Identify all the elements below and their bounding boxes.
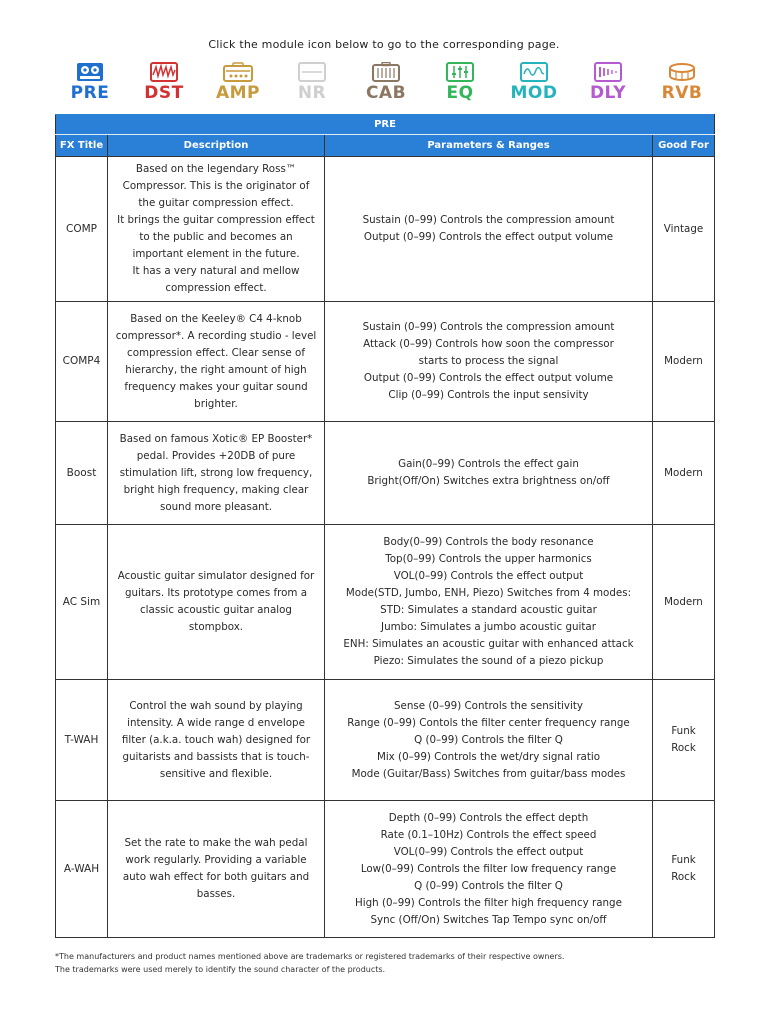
rvb-icon — [668, 62, 696, 82]
description-line: Set the rate to make the wah pedal — [124, 837, 308, 849]
fx-good-for — [653, 422, 715, 525]
fx-title: A-WAH — [56, 801, 108, 938]
param-line: Rate (0.1–10Hz) Controls the effect speed — [380, 828, 597, 841]
fx-good-for — [653, 801, 715, 938]
table-row — [56, 302, 715, 422]
description-line: frequency makes your guitar sound — [124, 380, 308, 393]
fx-description — [108, 157, 325, 302]
good-for-line: Rock — [671, 871, 696, 883]
section-header-row — [56, 115, 715, 135]
description-line: Based on the legendary Ross™ — [135, 163, 297, 175]
table-row — [56, 157, 715, 302]
module-dst-link[interactable] — [126, 62, 202, 102]
fx-good-for — [653, 302, 715, 422]
param-line: Piezo: Simulates the sound of a piezo pickup — [373, 655, 604, 667]
fx-description — [108, 422, 325, 525]
good-for-line: Funk — [671, 854, 696, 866]
fx-good-for — [653, 157, 715, 302]
param-line: VOL(0–99) Controls the effect output — [393, 570, 584, 582]
amp-icon — [223, 62, 253, 82]
fx-params — [325, 422, 653, 525]
cab-icon — [372, 62, 400, 82]
header-fx-title: FX Title — [56, 135, 108, 157]
param-line: Mode (Guitar/Bass) Switches from guitar/bass modes — [351, 767, 626, 780]
good-for-line: Modern — [664, 595, 703, 608]
table-row — [56, 801, 715, 938]
nr-icon — [298, 62, 326, 82]
dly-icon — [594, 62, 622, 82]
description-line: compression effect. Clear sense of — [127, 346, 305, 359]
good-for-line: Vintage — [663, 222, 704, 235]
description-line: intensity. A wide range d envelope — [127, 716, 305, 729]
pre-icon — [76, 62, 104, 82]
module-amp-link[interactable] — [200, 62, 276, 102]
description-line: stimulation lift, strong low frequency, — [119, 466, 313, 479]
column-header-row — [56, 135, 715, 157]
param-line: Clip (0–99) Controls the input sensivity — [388, 389, 589, 401]
module-pre-link[interactable] — [52, 62, 128, 102]
fx-params — [325, 157, 653, 302]
module-eq-link[interactable] — [422, 62, 498, 102]
module-mod-label: MOD — [510, 83, 558, 103]
fx-title: AC Sim — [56, 525, 108, 680]
good-for-line: Modern — [664, 355, 703, 367]
description-line: bright high frequency, making clear — [123, 483, 309, 496]
module-rvb-label: RVB — [661, 83, 703, 103]
fx-good-for — [653, 525, 715, 680]
module-dst-label: DST — [144, 83, 184, 103]
param-line: ENH: Simulates an acoustic guitar with enhanced attack — [343, 638, 634, 650]
description-line: filter (a.k.a. touch wah) designed for — [121, 733, 311, 746]
fx-description — [108, 801, 325, 938]
eq-icon — [446, 62, 474, 82]
good-for-line: Rock — [671, 742, 696, 754]
description-line: stompbox. — [188, 621, 244, 633]
module-mod-link[interactable] — [496, 62, 572, 102]
fx-title: COMP — [56, 157, 108, 302]
fx-params — [325, 302, 653, 422]
good-for-line: Funk — [671, 725, 696, 737]
param-line: Sustain (0–99) Controls the compression amount — [362, 214, 615, 226]
footnote-line: The trademarks were used merely to identify the sound character of the products. — [55, 965, 386, 974]
module-dly-label: DLY — [589, 83, 627, 103]
description-line: guitarists and bassists that is touch- — [122, 750, 310, 763]
fx-description — [108, 680, 325, 801]
fx-title: COMP4 — [56, 302, 108, 422]
footnote — [55, 950, 564, 976]
param-line: Body(0–99) Controls the body resonance — [383, 536, 594, 548]
param-line: Sustain (0–99) Controls the compression amount — [362, 321, 615, 333]
param-line: Output (0–99) Controls the effect output volume — [363, 372, 614, 384]
fx-description — [108, 525, 325, 680]
description-line: auto wah effect for both guitars and — [122, 871, 310, 883]
header-description: Description — [108, 135, 325, 157]
param-line: Sense (0–99) Controls the sensitivity — [394, 699, 583, 712]
param-line: High (0–99) Controls the filter high frequency range — [355, 896, 622, 909]
param-line: Sync (Off/On) Switches Tap Tempo sync on/off — [370, 913, 607, 926]
fx-good-for — [653, 680, 715, 801]
fx-params — [325, 801, 653, 938]
module-pre-label: PRE — [70, 83, 110, 103]
description-line: compression effect. — [165, 282, 267, 294]
description-line: sensitive and flexible. — [159, 767, 273, 780]
module-nr-label: NR — [297, 83, 327, 103]
good-for-line: Modern — [664, 466, 703, 479]
param-line: Mix (0–99) Controls the wet/dry signal ratio — [376, 750, 601, 763]
mod-icon — [520, 62, 548, 82]
dst-icon — [150, 62, 178, 82]
fx-title: T-WAH — [56, 680, 108, 801]
module-cab-label: CAB — [365, 83, 407, 103]
description-line: Control the wah sound by playing — [129, 699, 303, 712]
param-line: Top(0–99) Controls the upper harmonics — [385, 553, 592, 565]
param-line: Output (0–99) Controls the effect output volume — [363, 231, 614, 243]
description-line: Acoustic guitar simulator designed for — [117, 570, 315, 582]
param-line: Attack (0–99) Controls how soon the compressor — [363, 338, 614, 350]
param-line: starts to process the signal — [418, 355, 559, 367]
description-line: pedal. Provides +20DB of pure — [136, 449, 296, 462]
description-line: Compressor. This is the originator of — [122, 180, 310, 192]
fx-table — [55, 114, 715, 938]
module-eq-label: EQ — [446, 83, 474, 103]
description-line: Based on the Keeley® C4 4-knob — [130, 312, 302, 325]
description-line: hierarchy, the right amount of high — [125, 363, 307, 376]
header-params: Parameters & Ranges — [325, 135, 653, 157]
param-line: Q (0–99) Controls the filter Q — [414, 733, 563, 746]
module-rvb-link[interactable] — [644, 62, 720, 102]
description-line: classic acoustic guitar analog — [140, 604, 292, 616]
param-line: Range (0–99) Contols the filter center frequency range — [347, 716, 630, 729]
module-nr-link[interactable] — [274, 62, 350, 102]
fx-description — [108, 302, 325, 422]
description-line: It brings the guitar compression effect — [117, 214, 315, 226]
param-line: Q (0–99) Controls the filter Q — [414, 879, 563, 892]
header-good-for: Good For — [653, 135, 715, 157]
param-line: Gain(0–99) Controls the effect gain — [398, 458, 579, 470]
fx-params — [325, 525, 653, 680]
intro-text: Click the module icon below to go to the corresponding page. — [208, 38, 560, 51]
module-nav — [68, 62, 708, 104]
param-line: Jumbo: Simulates a jumbo acoustic guitar — [381, 621, 596, 633]
description-line: brighter. — [194, 397, 238, 410]
param-line: Low(0–99) Controls the filter low frequency range — [360, 862, 617, 875]
param-line: Mode(STD, Jumbo, ENH, Piezo) Switches from 4 modes: — [345, 587, 632, 599]
param-line: Depth (0–99) Controls the effect depth — [388, 811, 589, 824]
footnote-line: *The manufacturers and product names mentioned above are trademarks or registered trademarks of their respective owners. — [55, 952, 565, 961]
module-cab-link[interactable] — [348, 62, 424, 102]
table-row — [56, 525, 715, 680]
description-line: to the public and becomes an — [139, 231, 293, 243]
param-line: VOL(0–99) Controls the effect output — [393, 845, 584, 858]
description-line: work regularly. Providing a variable — [125, 854, 307, 866]
param-line: STD: Simulates a standard acoustic guitar — [380, 604, 597, 616]
description-line: the guitar compression effect. — [138, 197, 294, 209]
fx-params — [325, 680, 653, 801]
module-amp-label: AMP — [215, 83, 261, 103]
param-line: Bright(Off/On) Switches extra brightness on/off — [367, 475, 610, 487]
fx-title: Boost — [56, 422, 108, 525]
table-row — [56, 680, 715, 801]
description-line: compressor*. A recording studio - level — [115, 329, 317, 342]
description-line: guitars. Its prototype comes from a — [124, 587, 308, 599]
table-row — [56, 422, 715, 525]
description-line: Based on famous Xotic® EP Booster* — [119, 432, 313, 445]
module-dly-link[interactable] — [570, 62, 646, 102]
description-line: basses. — [196, 888, 236, 900]
description-line: It has a very natural and mellow — [132, 265, 300, 277]
section-title: PRE — [56, 115, 715, 135]
description-line: important element in the future. — [132, 248, 300, 260]
description-line: sound more pleasant. — [159, 500, 273, 513]
